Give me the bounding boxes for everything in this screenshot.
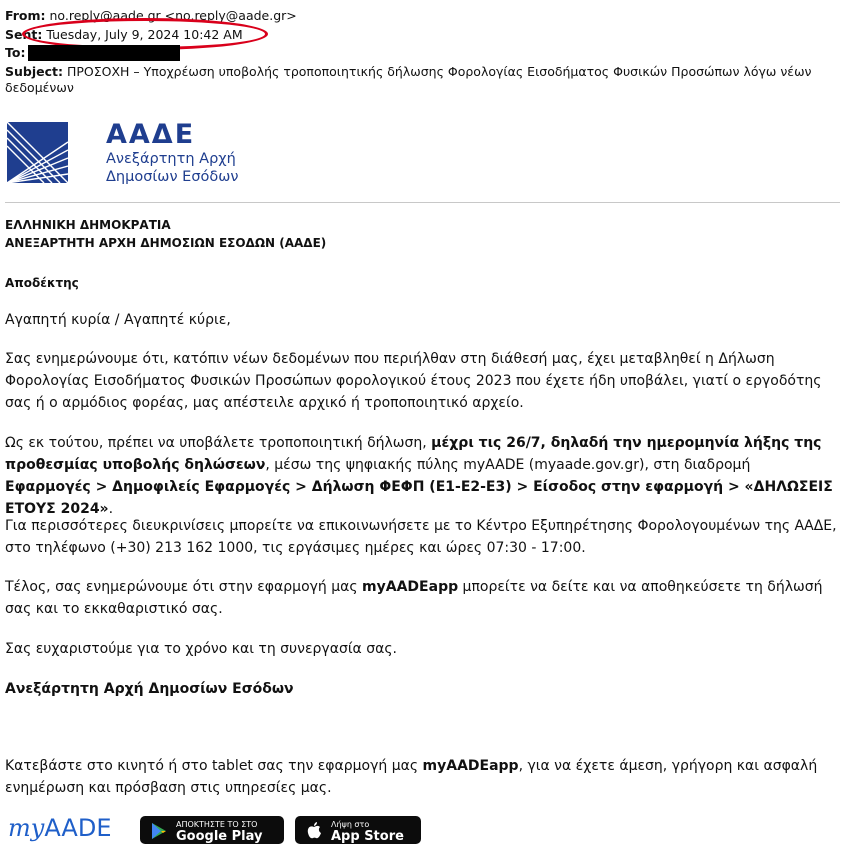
aade-logo-icon [7, 122, 68, 183]
p6-text-a: Κατεβάστε στο κινητό ή στο tablet σας την εφαρμογή μας [5, 758, 423, 774]
p2-text-c: , μέσω της ψηφιακής πύλης myAADE (myaade.gov.gr), στη διαδρομή [265, 457, 751, 473]
paragraph-3: Για περισσότερες διευκρινίσεις μπορείτε να επικοινωνήσετε με το Κέντρο Εξυπηρέτησης Φορολογουμένων της ΑΑΔΕ, στο τηλέφωνο (+30) 213 162 1000, τις εργάσιμες ημέρες και ώρες 07:30 - 17:00. [5, 518, 837, 556]
subject-row [5, 64, 835, 96]
divider [5, 202, 840, 203]
to-row [5, 45, 180, 61]
p6-app-name: myAADEapp [422, 758, 519, 774]
logo-subtitle [106, 150, 239, 186]
redacted-recipient [28, 45, 180, 61]
google-play-small-text: ΑΠΟΚΤΗΣΤΕ ΤΟ ΣΤΟ [176, 820, 258, 829]
sent-label: Sent: [5, 27, 43, 42]
google-play-icon [150, 822, 168, 840]
p4-text-c: μπορείτε να δείτε και να αποθηκεύσετε τη δήλωσή σας και το εκκαθαριστικό σας. [5, 579, 823, 617]
to-label: To: [5, 45, 26, 60]
myaade-name: AADE [44, 814, 112, 842]
paragraph-6 [5, 755, 837, 799]
logo-acronym: ΑΑΔΕ [106, 119, 196, 150]
subject-line-2: δεδομένων [5, 80, 74, 95]
subject-line-1: ΠΡΟΣΟΧΗ – Υποχρέωση υποβολής τροποποιητικής δήλωσης Φορολογίας Εισοδήματος Φυσικών Προσώπων λόγω νέων [66, 64, 812, 79]
letterhead [5, 216, 837, 252]
p2-text-a: Ως εκ τούτου, πρέπει να υποβάλετε τροποποιητική δήλωση, [5, 435, 432, 451]
myaade-logo[interactable] [8, 814, 111, 842]
google-play-text: Google Play [176, 829, 263, 844]
paragraph-4 [5, 576, 837, 620]
app-store-text: App Store [331, 829, 404, 844]
letterhead-line-2: ΑΝΕΞΑΡΤΗΤΗ ΑΡΧΗ ΔΗΜΟΣΙΩΝ ΕΣΟΔΩΝ (ΑΑΔΕ) [5, 236, 327, 250]
paragraph-5: Σας ευχαριστούμε για το χρόνο και τη συνεργασία σας. [5, 641, 397, 657]
paragraph-1: Σας ενημερώνουμε ότι, κατόπιν νέων δεδομένων που περιήλθαν στη διάθεσή μας, έχει μεταβληθεί η Δήλωση Φορολογίας Εισοδήματος Φυσικών Προσώπων φορολογικού έτους 2023 που έχετε ήδη υποβάλει, γιατί ο εργοδότης σας ή ο αρμόδιος φορέας, μας απέστειλε αρχικό ή τροποποιητικό αρχείο. [5, 351, 822, 411]
p4-text-a: Τέλος, σας ενημερώνουμε ότι στην εφαρμογή μας [5, 579, 363, 595]
p2-deadline: μέχρι τις 26/7, δηλαδή την ημερομηνία λήξης της προθεσμίας υποβολής δηλώσεων [5, 435, 822, 473]
logo-line-2: Δημοσίων Εσόδων [106, 169, 239, 185]
greeting: Αγαπητή κυρία / Αγαπητέ κύριε, [5, 312, 231, 328]
recipient-label: Αποδέκτης [5, 276, 79, 290]
app-store-small-text: Λήψη στο [331, 820, 370, 829]
from-label: From: [5, 8, 46, 23]
p4-app-name: myAADEapp [362, 579, 459, 595]
p6-text-c: , για να έχετε άμεση, γρήγορη και ασφαλή ενημέρωση και πρόσβαση στις υπηρεσίες μας. [5, 758, 818, 796]
apple-icon [305, 821, 323, 841]
sent-value: Tuesday, July 9, 2024 10:42 AM [46, 27, 243, 42]
p2-path: Εφαρμογές > Δημοφιλείς Εφαρμογές > Δήλωση ΦΕΦΠ (Ε1-Ε2-Ε3) > Είσοδος στην εφαρμογή > «ΔΗΛΩΣΕΙΣ ΕΤΟΥΣ 2024» [5, 479, 833, 517]
subject-label: Subject: [5, 64, 63, 79]
letterhead-line-1: ΕΛΛΗΝΙΚΗ ΔΗΜΟΚΡΑΤΙΑ [5, 218, 171, 232]
from-value[interactable]: no.reply@aade.gr <no.reply@aade.gr> [49, 8, 297, 23]
myaade-my: my [8, 814, 45, 842]
signature: Ανεξάρτητη Αρχή Δημοσίων Εσόδων [5, 681, 294, 697]
logo-line-1: Ανεξάρτητη Αρχή [106, 151, 236, 167]
paragraph-2 [5, 432, 837, 520]
p2-text-e: . [108, 501, 114, 517]
